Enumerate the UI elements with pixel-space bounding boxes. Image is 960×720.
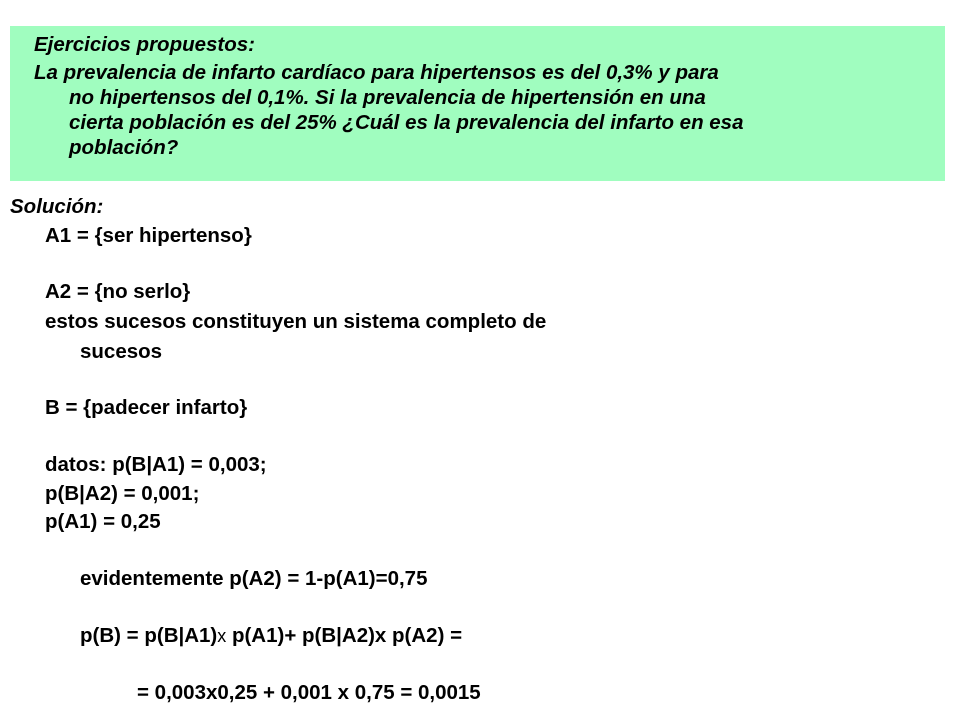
final-result: = 0,003x0,25 + 0,001 x 0,75 = 0,0015 [137, 681, 481, 704]
formula-part-2: p(A1)+ p(B|A2)x p(A2) = [226, 624, 463, 647]
given-data-1: datos: p(B|A1) = 0,003; [45, 453, 267, 476]
given-data-3: p(A1) = 0,25 [45, 510, 161, 533]
problem-text-line: población? [69, 136, 179, 159]
given-data-2: p(B|A2) = 0,001; [45, 482, 200, 505]
problem-text-line: La prevalencia de infarto cardíaco para hipertensos es del 0,3% y para [34, 61, 719, 84]
problem-text-line: no hipertensos del 0,1%. Si la prevalencia de hipertensión en una [69, 86, 706, 109]
derived-p-a2: evidentemente p(A2) = 1-p(A1)=0,75 [80, 567, 428, 590]
system-statement-cont: sucesos [80, 340, 163, 363]
formula-part-1: p(B) = p(B|A1) [80, 624, 218, 647]
event-a2: A2 = {no serlo} [45, 280, 191, 303]
total-probability-formula [80, 624, 462, 648]
problem-title: Ejercicios propuestos: [34, 33, 256, 56]
system-statement: estos sucesos constituyen un sistema completo de [45, 310, 547, 333]
formula-times-symbol: x [217, 626, 227, 646]
event-b: B = {padecer infarto} [45, 396, 248, 419]
problem-text-line: cierta población es del 25% ¿Cuál es la prevalencia del infarto en esa [69, 111, 744, 134]
solution-heading: Solución: [10, 195, 104, 218]
event-a1: A1 = {ser hipertenso} [45, 224, 252, 247]
